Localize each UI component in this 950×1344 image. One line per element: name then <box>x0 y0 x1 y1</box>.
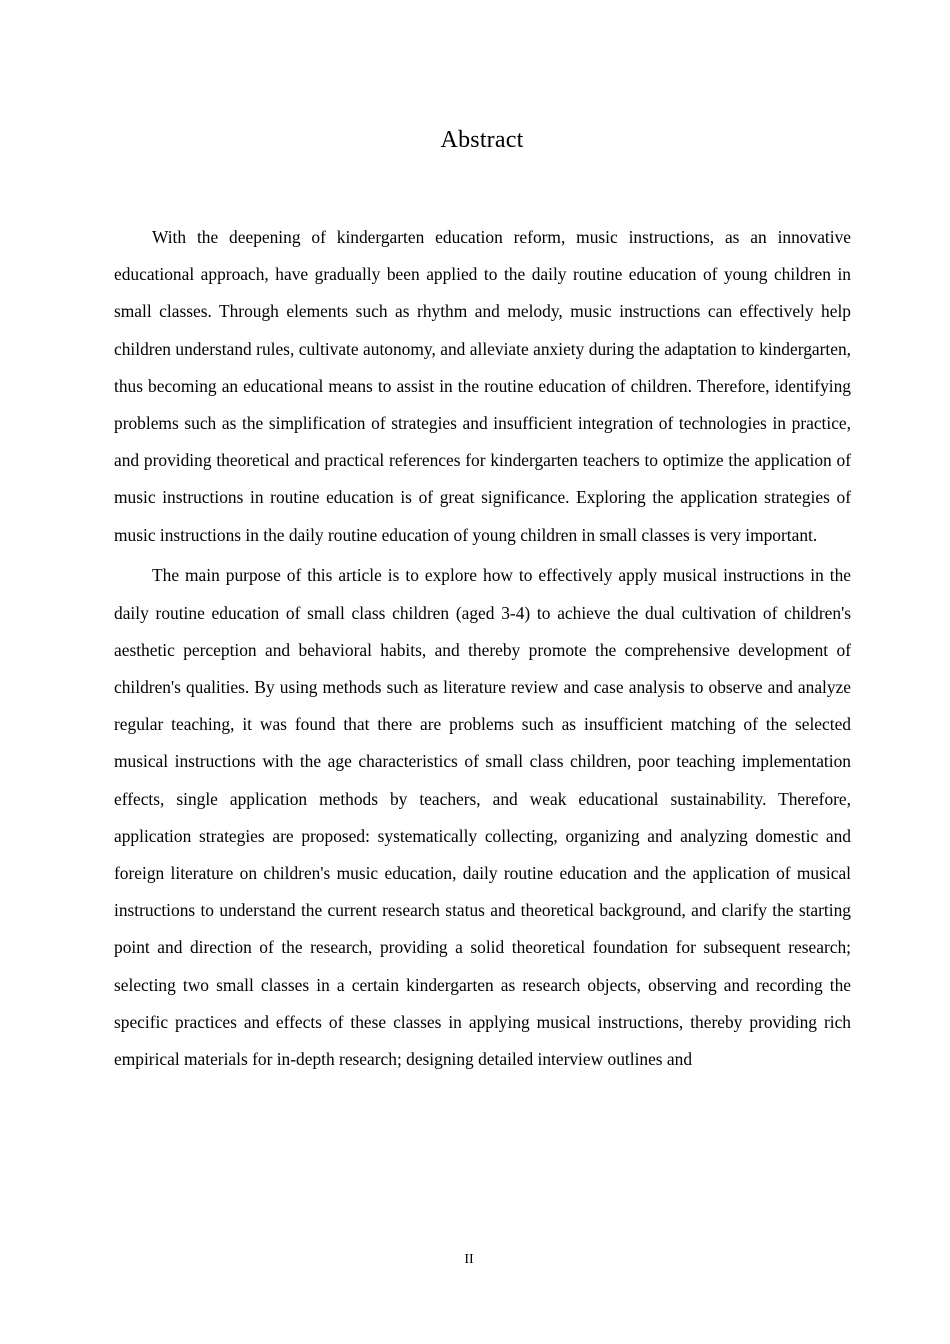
abstract-paragraph-1: With the deepening of kindergarten education reform, music instructions, as an innovative educational approach, have gradually been applied to the daily routine education of young children in small classes. Through elements such as rhythm and melody, music instructions can effectively help children understand rules, cultivate autonomy, and alleviate anxiety during the adaptation to kindergarten, thus becoming an educational means to assist in the routine education of children. Therefore, identifying problems such as the simplification of strategies and insufficient integration of technologies in practice, and providing theoretical and practical references for kindergarten teachers to optimize the application of music instructions in routine education is of great significance. Exploring the application strategies of music instructions in the daily routine education of young children in small classes is very important. <box>114 227 851 545</box>
abstract-title: Abstract <box>440 127 524 153</box>
page-number: II <box>464 1252 474 1267</box>
abstract-paragraph-2: The main purpose of this article is to explore how to effectively apply musical instructions in the daily routine education of small class children (aged 3-4) to achieve the dual cultivation of children's aesthetic perception and behavioral habits, and thereby promote the comprehensive development of children's qualities. By using methods such as literature review and case analysis to observe and analyze regular teaching, it was found that there are problems such as insufficient matching of the selected musical instructions with the age characteristics of small class children, poor teaching implementation effects, single application methods by teachers, and weak educational sustainability. Therefore, application strategies are proposed: systematically collecting, organizing and analyzing domestic and foreign literature on children's music education, daily routine education and the application of musical instructions to understand the current research status and theoretical background, and clarify the starting point and direction of the research, providing a solid theoretical foundation for subsequent research; selecting two small classes in a certain kindergarten as research objects, observing and recording the specific practices and effects of these classes in applying musical instructions, thereby providing rich empirical materials for in-depth research; designing detailed interview outlines and <box>114 565 851 1069</box>
abstract-body <box>114 219 851 1082</box>
